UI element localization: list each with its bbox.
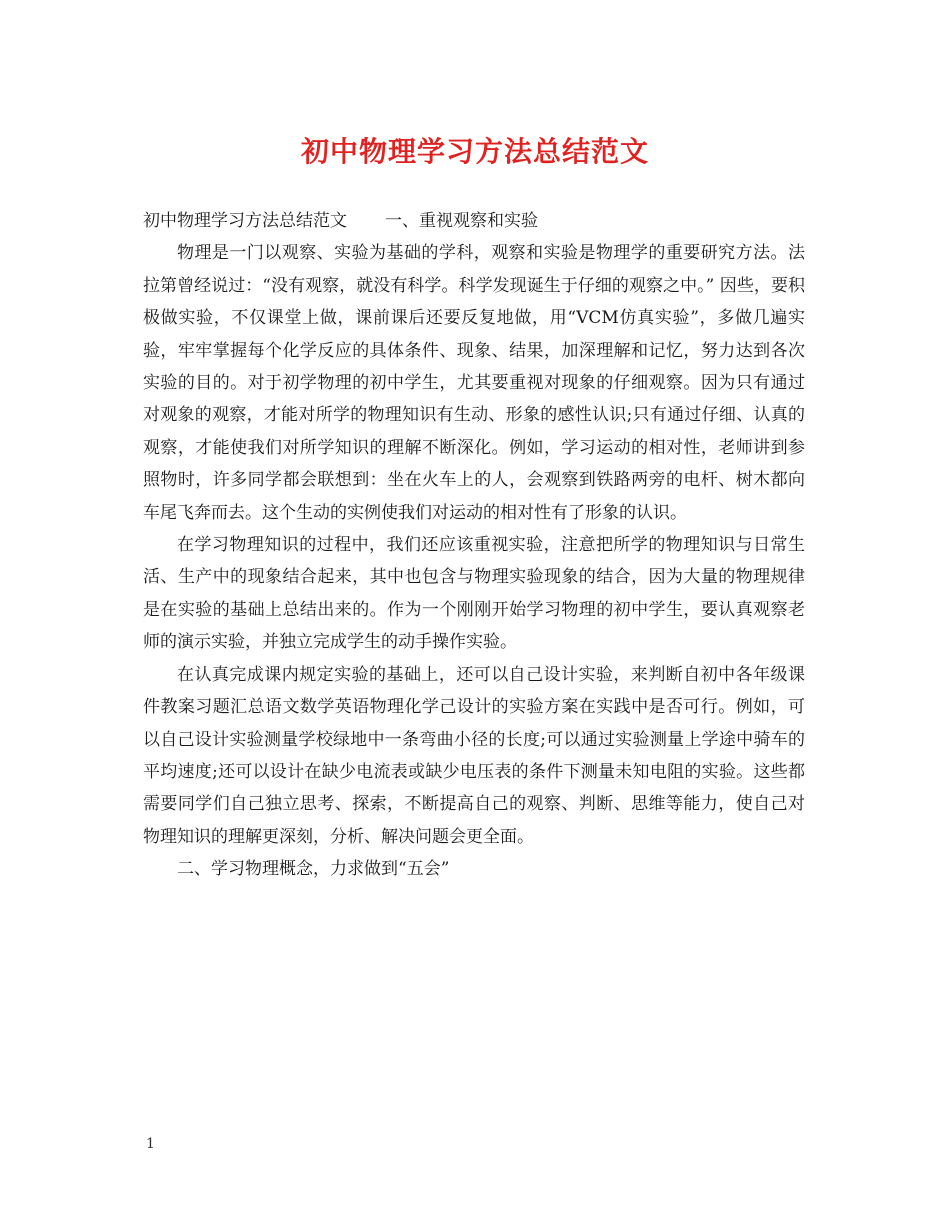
lead-line [143,205,805,237]
page-number: 1 [146,1136,155,1152]
paragraph-observation: 物理是一门以观察、实验为基础的学科，观察和实验是物理学的重要研究方法。法拉第曾经说过：“没有观察，就没有科学。科学发现诞生于仔细的观察之中。” 因些，要积极做实验，不仅课堂上做，课前课后还要反复地做，用“VCM仿真实验”，多做几遍实验，牢牢掌握每个化学反应的具体条件、现象、结果，加深理解和记忆，努力达到各次实验的目的。对于初学物理的初中学生，尤其要重视对现象的仔细观察。因为只有通过对观象的观察，才能对所学的物理知识有生动、形象的感性认识;只有通过仔细、认真的观察，才能使我们对所学知识的理解不断深化。例如，学习运动的相对性，老师讲到参照物时，许多同学都会联想到：坐在火车上的人，会观察到铁路两旁的电杆、树木都向车尾飞奔而去。这个生动的实例使我们对运动的相对性有了形象的认识。 [143,243,805,523]
document-body [143,205,805,886]
section-heading-1: 一、重视观察和实验 [385,211,538,231]
lead-document-name: 初中物理学习方法总结范文 [143,211,347,231]
document-title: 初中物理学习方法总结范文 [300,135,649,168]
paragraph-design-experiment: 在认真完成课内规定实验的基础上，还可以自己设计实验，来判断自初中各年级课件教案习题汇总语文数学英语物理化学己设计的实验方案在实践中是否可行。例如，可以自己设计实验测量学校绿地中一条弯曲小径的长度;可以通过实验测量上学途中骑车的平均速度;还可以设计在缺少电流表或缺少电压表的条件下测量未知电阻的实验。这些都需要同学们自己独立思考、探索，不断提高自己的观察、判断、思维等能力，使自己对物理知识的理解更深刻，分析、解决问题会更全面。 [143,664,805,847]
section-heading-2: 二、学习物理概念，力求做到“五会” [177,859,450,880]
paragraph-experiment: 在学习物理知识的过程中，我们还应该重视实验，注意把所学的物理知识与日常生活、生产中的现象结合起来，其中也包含与物理实验现象的结合，因为大量的物理规律是在实验的基础上总结出来的。作为一个刚刚开始学习物理的初中学生，要认真观察老师的演示实验，并独立完成学生的动手操作实验。 [143,535,805,653]
